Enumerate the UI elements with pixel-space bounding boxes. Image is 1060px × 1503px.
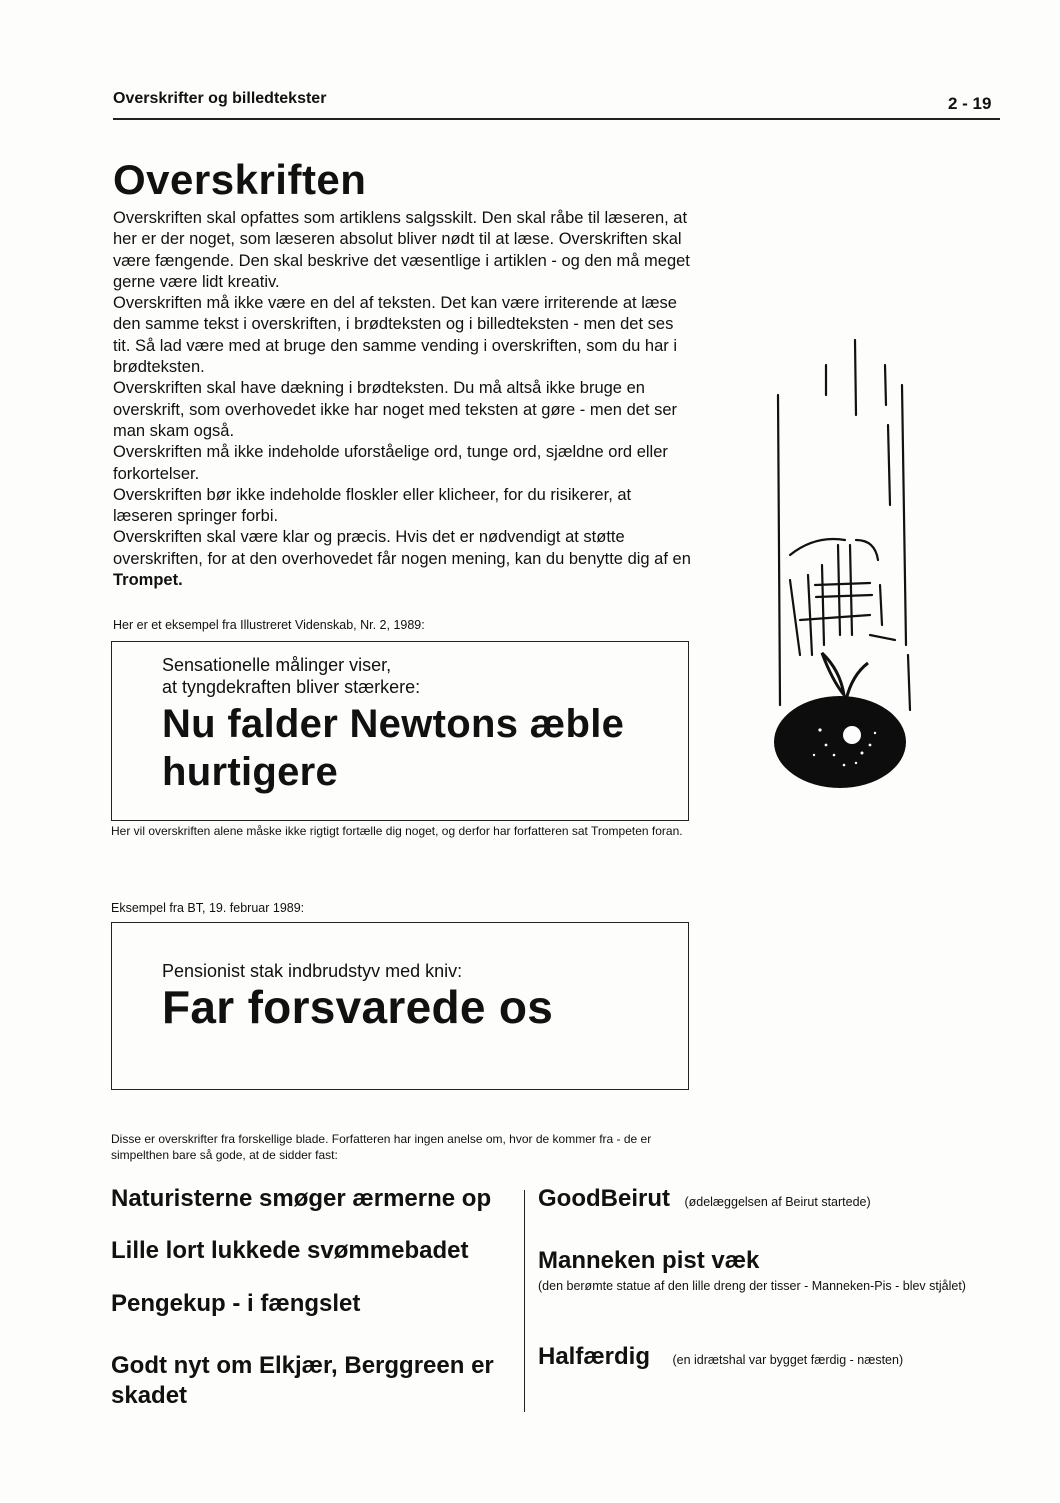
trompet-term: Trompet. <box>113 571 183 590</box>
example1-trompet-line1: Sensationelle målinger viser, <box>162 655 392 675</box>
header-rule <box>113 118 1000 120</box>
headline-item-with-note <box>538 1184 871 1214</box>
headline-text: Manneken pist væk <box>538 1247 760 1274</box>
headline-text: Halfærdig <box>538 1343 651 1370</box>
paragraph-text: Overskriften skal være klar og præcis. Hvis det er nødvendigt at støtte overskriften, for at den overhovedet får nogen mening, kan du benytte dig af en <box>113 528 691 568</box>
example1-headline-line2: hurtigere <box>162 750 339 794</box>
body-text <box>113 208 693 591</box>
headline-note: (den berømte statue af den lille dreng der tisser - Manneken-Pis - blev stjålet) <box>538 1279 966 1293</box>
falling-apple-icon <box>760 335 930 795</box>
section-title: Overskrifter og billedtekster <box>113 90 327 107</box>
example1-trompet-line2: at tyngdekraften bliver stærkere: <box>162 677 421 697</box>
headline-item: Naturisterne smøger ærmerne op <box>111 1185 492 1212</box>
example1-caption: Her er et eksempel fra Illustreret Videnskab, Nr. 2, 1989: <box>113 618 425 632</box>
example1-headline-line1: Nu falder Newtons æble <box>162 702 625 746</box>
headline-text: GoodBeirut <box>538 1185 670 1212</box>
example2-box <box>111 922 689 1090</box>
page-number: 2 - 19 <box>948 94 992 113</box>
paragraph: Overskriften skal have dækning i brødteksten. Du må altså ikke bruge en overskrift, som overhovedet ikke har noget med teksten at gøre - men det ser man skam også. <box>113 379 678 440</box>
headline-item: Godt nyt om Elkjær, Berggreen er skadet <box>111 1352 494 1409</box>
paragraph-last <box>113 527 693 591</box>
example2-caption: Eksempel fra BT, 19. februar 1989: <box>111 901 305 915</box>
example2-trompet: Pensionist stak indbrudstyv med kniv: <box>162 961 463 981</box>
paragraph: Overskriften bør ikke indeholde floskler eller klicheer, for du risikerer, at læseren springer forbi. <box>113 485 632 526</box>
collection-intro: Disse er overskrifter fra forskellige blade. Forfatteren har ingen anelse om, hvor de kommer fra - de er simpelthen bare så gode, at de sidder fast: <box>111 1132 652 1162</box>
headline-item: Pengekup - i fængslet <box>111 1290 361 1317</box>
page-title: Overskriften <box>113 156 367 203</box>
example1-note: Her vil overskriften alene måske ikke rigtigt fortælle dig noget, og derfor har forfatteren sat Trompeten foran. <box>111 824 683 838</box>
paragraph: Overskriften må ikke indeholde uforståelige ord, tunge ord, sjældne ord eller forkortelser. <box>113 443 668 483</box>
paragraph: Overskriften skal opfattes som artiklens salgsskilt. Den skal råbe til læseren, at her er der noget, som læseren absolut bliver nødt til at læse. Overskriften skal være fængende. Den skal beskrive det væsentlige i artiklen - og den må meget gerne være lidt kreativ. <box>113 209 690 291</box>
example1-box <box>111 641 689 821</box>
column-divider <box>524 1190 525 1412</box>
headline-note: (ødelæggelsen af Beirut startede) <box>684 1195 871 1209</box>
headline-item-with-note <box>538 1246 1008 1295</box>
paragraph: Overskriften må ikke være en del af teksten. Det kan være irriterende at læse den samme tekst i overskriften, i brødteksten og i billedteksten - men det ses tit. Så lad være med at bruge den samme vending i overskriften, som du har i brødteksten. <box>113 294 678 377</box>
headline-note: (en idrætshal var bygget færdig - næsten) <box>672 1353 904 1367</box>
example2-headline: Far forsvarede os <box>162 981 554 1033</box>
headline-item: Lille lort lukkede svømmebadet <box>111 1237 469 1264</box>
headline-item-with-note <box>538 1342 903 1372</box>
